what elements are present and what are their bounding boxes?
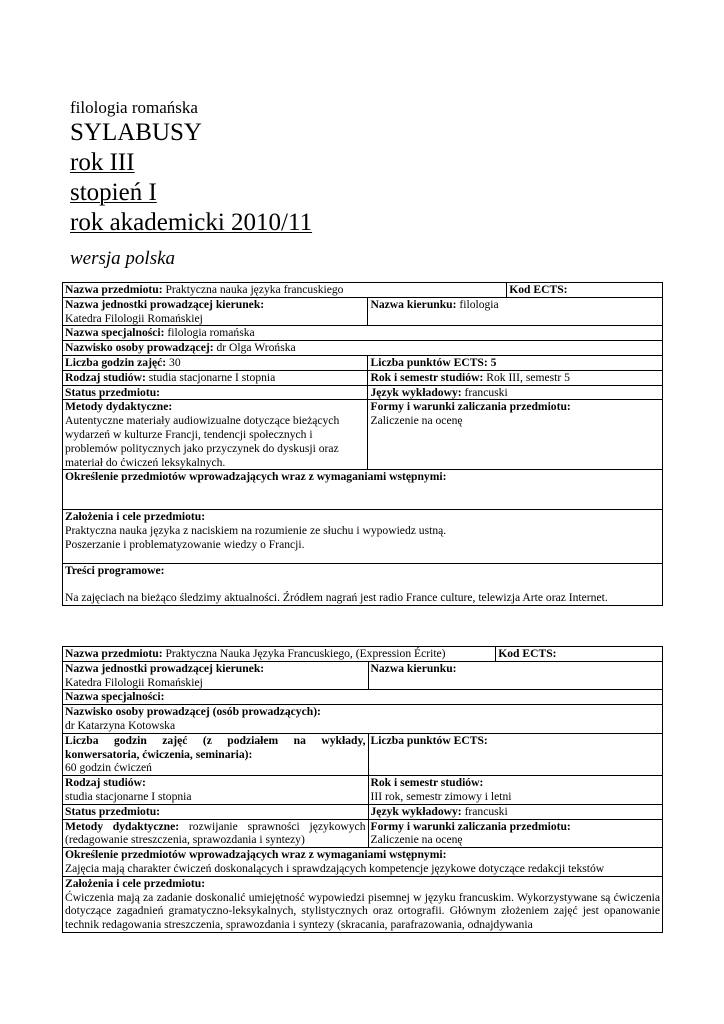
language-cell [368, 804, 663, 819]
studies-cell [63, 370, 368, 385]
prereq-label: Określenie przedmiotów wprowadzających wraz z wymaganiami wstępnymi: [65, 848, 447, 862]
syllabus-table-2 [62, 646, 663, 933]
spec-cell [63, 326, 663, 341]
content-label: Treści programowe: [65, 564, 165, 578]
methods-line: wydarzeń w kulturze Francji, tendencji społecznych i [65, 427, 313, 441]
methods-line: problemów politycznych jako przyczynek do dyskusji oraz [65, 441, 339, 455]
studies-label: Rodzaj studiów: [65, 776, 146, 790]
semester-label: Rok i semestr studiów: [370, 776, 484, 790]
document-header [70, 98, 312, 289]
forms-value: Zaliczenie na ocenę [370, 414, 463, 428]
semester-label: Rok i semestr studiów: [370, 370, 484, 384]
goals-label: Założenia i cele przedmiotu: [65, 510, 206, 524]
hours-label: Liczba godzin zajęć (z podziałem na wykłady, konwersatoria, ćwiczenia, seminaria): [65, 733, 366, 761]
table-row [63, 470, 663, 510]
language-cell [368, 385, 663, 400]
ects-cell [496, 647, 663, 662]
degree-level: stopień I [70, 179, 157, 206]
forms-cell [368, 819, 663, 848]
methods-cell [63, 400, 368, 470]
points-cell [368, 355, 663, 370]
semester-cell [368, 370, 663, 385]
table-row [63, 876, 663, 932]
hours-label: Liczba godzin zajęć: [65, 355, 167, 369]
goals-cell [63, 510, 663, 564]
studies-label: Rodzaj studiów: [65, 370, 146, 384]
subject-label: Nazwa przedmiotu: [65, 647, 163, 660]
field-cell [368, 297, 663, 326]
language-label: Język wykładowy: [370, 804, 462, 818]
table-row [63, 341, 663, 356]
subject-value: Praktyczna nauka języka francuskiego [165, 283, 344, 296]
language-value: francuski [464, 385, 508, 399]
subject-cell [63, 283, 507, 298]
goals-value: Ćwiczenia mają za zadanie doskonalić umiejętność wypowiedzi pisemnej w języku francuskim. Wykorzystywane są ćwiczenia dotyczące zagadnień gramatyczno-leksykalnych, stylistycznych oraz ortografii. Głównym złożeniem zajęć jest opanowanie technik redagowania streszczenia, sprawozdania i syntezy (skracania, parafrazowania, odnajdywania [65, 890, 660, 932]
unit-label: Nazwa jednostki prowadzącej kierunek: [65, 297, 265, 311]
points-label: Liczba punktów ECTS: 5 [370, 355, 497, 369]
content-cell [63, 564, 663, 606]
forms-label: Formy i warunki zaliczania przedmiotu: [370, 400, 571, 414]
forms-label: Formy i warunki zaliczania przedmiotu: [370, 819, 571, 833]
language-version: wersja polska [70, 248, 176, 269]
status-label: Status przedmiotu: [65, 385, 161, 399]
teacher-cell [63, 705, 663, 734]
table-row [63, 647, 663, 662]
ects-cell [507, 283, 663, 298]
status-label: Status przedmiotu: [65, 804, 161, 818]
status-cell [63, 385, 368, 400]
semester-value: Rok III, semestr 5 [486, 370, 570, 384]
goals-line: Poszerzanie i problematyzowanie wiedzy o Francji. [65, 537, 305, 551]
goals-line: Praktyczna nauka języka z naciskiem na rozumienie ze słuchu i wypowiedz ustną. [65, 524, 447, 538]
study-year: rok III [70, 149, 135, 176]
unit-cell [63, 297, 368, 326]
ects-label: Kod ECTS: [498, 647, 557, 660]
content-value: Na zajęciach na bieżąco śledzimy aktualności. Źródłem nagrań jest radio France culture, telewizja Arte oraz Internet. [65, 591, 608, 605]
table-row [63, 385, 663, 400]
methods-label: Metody dydaktyczne: [65, 819, 180, 833]
table-row [63, 510, 663, 564]
prereq-label: Określenie przedmiotów wprowadzających wraz z wymaganiami wstępnymi: [65, 470, 447, 484]
spec-cell [63, 690, 663, 705]
subject-label: Nazwa przedmiotu: [65, 283, 163, 296]
status-cell [63, 804, 369, 819]
spec-value: filologia romańska [167, 326, 255, 340]
table-row [63, 848, 663, 877]
table-row [63, 297, 663, 326]
points-label: Liczba punktów ECTS: [370, 733, 488, 747]
table-row [63, 661, 663, 690]
goals-cell [63, 876, 663, 932]
table-row [63, 326, 663, 341]
hours-cell [63, 733, 369, 775]
teacher-label: Nazwisko osoby prowadzącej: [65, 341, 214, 355]
table-row [63, 370, 663, 385]
methods-value: rozwijanie sprawności językowych (redagowanie streszczenia, sprawozdania i syntezy) [65, 819, 366, 847]
language-value: francuski [464, 804, 508, 818]
semester-value: III rok, semestr zimowy i letni [370, 789, 512, 803]
forms-cell [368, 400, 663, 470]
teacher-value: dr Katarzyna Kotowska [65, 718, 176, 732]
spec-label: Nazwa specjalności: [65, 326, 165, 340]
methods-label: Metody dydaktyczne: [65, 400, 173, 414]
forms-value: Zaliczenie na ocenę [370, 833, 463, 847]
studies-value: studia stacjonarne I stopnia [148, 370, 276, 384]
language-label: Język wykładowy: [370, 385, 462, 399]
table-row [63, 564, 663, 606]
teacher-label: Nazwisko osoby prowadzącej (osób prowadzących): [65, 705, 321, 719]
hours-value: 30 [169, 355, 181, 369]
unit-value: Katedra Filologii Romańskiej [65, 311, 203, 325]
hours-value: 60 godzin ćwiczeń [65, 761, 152, 775]
studies-cell [63, 776, 369, 805]
prereq-value: Zajęcia mają charakter ćwiczeń doskonalących i sprawdzających kompetencje językowe dotyczące redakcji tekstów [65, 861, 605, 875]
table-row [63, 804, 663, 819]
goals-label: Założenia i cele przedmiotu: [65, 876, 206, 890]
field-value: filologia [459, 297, 499, 311]
field-cell [368, 661, 663, 690]
academic-year: rok akademicki 2010/11 [70, 209, 313, 236]
unit-cell [63, 661, 369, 690]
field-label: Nazwa kierunku: [370, 661, 457, 675]
prereq-cell [63, 848, 663, 877]
table-row [63, 819, 663, 848]
methods-line: materiał do ćwiczeń leksykalnych. [65, 455, 226, 469]
points-cell [368, 733, 663, 775]
table-row [63, 400, 663, 470]
ects-label: Kod ECTS: [509, 283, 568, 296]
semester-cell [368, 776, 663, 805]
document-title: SYLABUSY [70, 119, 202, 146]
field-label: Nazwa kierunku: [370, 297, 457, 311]
subject-value: Praktyczna Nauka Języka Francuskiego, (Expression Écrite) [165, 647, 446, 660]
studies-value: studia stacjonarne I stopnia [65, 789, 192, 803]
table-row [63, 690, 663, 705]
hours-cell [63, 355, 368, 370]
prereq-cell [63, 470, 663, 510]
unit-label: Nazwa jednostki prowadzącej kierunek: [65, 661, 265, 675]
table-row [63, 355, 663, 370]
field-of-study: filologia romańska [70, 98, 198, 117]
table-row [63, 733, 663, 775]
methods-line: Autentyczne materiały audiowizualne dotyczące bieżących [65, 414, 340, 428]
syllabus-table-1 [62, 282, 663, 606]
methods-cell [63, 819, 369, 848]
subject-cell [63, 647, 496, 662]
table-row [63, 776, 663, 805]
teacher-cell [63, 341, 663, 356]
unit-value: Katedra Filologii Romańskiej [65, 675, 203, 689]
spec-label: Nazwa specjalności: [65, 690, 165, 704]
table-row [63, 705, 663, 734]
teacher-value: dr Olga Wrońska [216, 341, 296, 355]
table-row [63, 283, 663, 298]
